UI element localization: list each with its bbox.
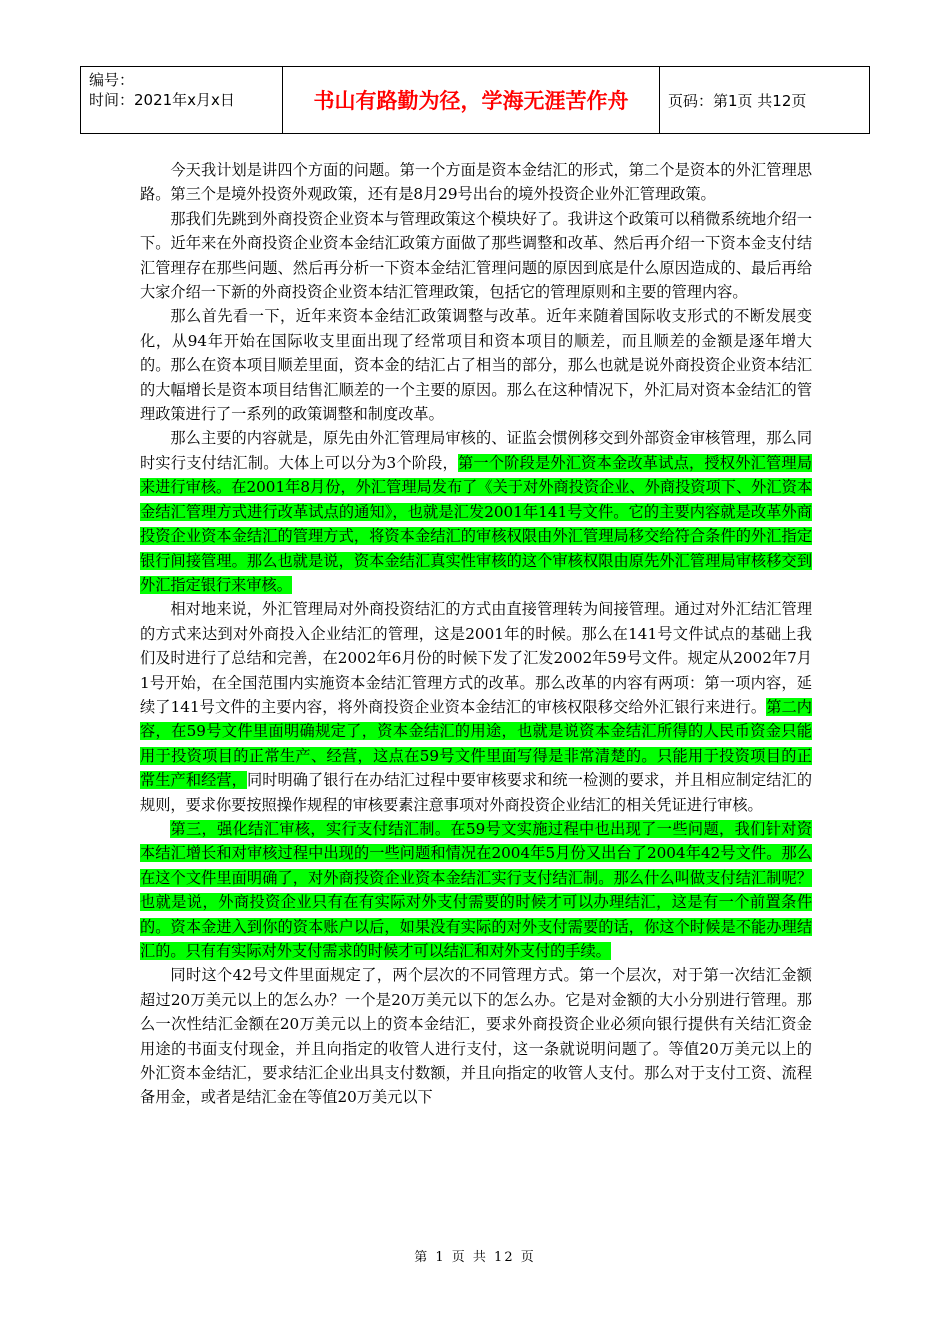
text-segment: 那我们先跳到外商投资企业资本与管理政策这个模块好了。我讲这个政策可以稍微系统地介绍一下。近年来在外商投资企业资本金结汇政策方面做了那些调整和改革、然后再介绍一下资本金支付结汇管理存在那些问题、然后再分析一下资本金结汇管理问题的原因到底是什么原因造成的、最后再给大家介绍一下新的外商投资企业资本结汇管理政策，包括它的管理原则和主要的管理内容。 [140,209,812,302]
paragraph [140,963,812,1109]
document-time-label: 时间：2021年x月x日 [89,91,235,109]
header-table [80,66,870,134]
document-number-label: 编号： [89,71,135,89]
paragraph [140,158,812,207]
paragraph [140,597,812,817]
header-left-cell [81,67,283,133]
header-motto: 书山有路勤为径，学海无涯苦作舟 [283,67,660,133]
text-segment: 相对地来说，外汇管理局对外商投资结汇的方式由直接管理转为间接管理。通过对外汇结汇管理的方式来达到对外商投入企业结汇的管理，这是2001年的时候。那么在141号文件试点的基础上我们及时进行了总结和完善，在2002年6月份的时候下发了汇发2002年59号文件。规定从2002年7月1号开始，在全国范围内实施资本金结汇管理方式的改革。那么改革的内容有两项：第一项内容，延续了141号文件的主要内容，将外商投资企业资本金结汇的审核权限移交给外汇银行来进行。 [140,600,812,716]
highlighted-text-segment: 第二内容，在59号文件里面明确规定了，资本金结汇的用途，也就是说资本金结汇所得的人民币资金只能用于投资项目的正常生产、经营，这点在59号文件里面写得是非常清楚的。只能用于投资项目的正常生产和经营， [140,697,812,790]
header-page-info: 页码：第1页 共12页 [668,91,807,110]
document-body [140,158,812,1110]
paragraph [140,304,812,426]
text-segment: 今天我计划是讲四个方面的问题。第一个方面是资本金结汇的形式，第二个是资本的外汇管理思路。第三个是境外投资外观政策，还有是8月29号出台的境外投资企业外汇管理政策。 [140,161,812,204]
highlighted-text-segment: 第三，强化结汇审核，实行支付结汇制。在59号文实施过程中也出现了一些问题，我们针对资本结汇增长和对审核过程中出现的一些问题和情况在2004年5月份又出台了2004年42号文件。那么在这个文件里面明确了，对外商投资企业资本金结汇实行支付结汇制。那么什么叫做支付结汇制呢？也就是说，外商投资企业只有在有实际对外支付需要的时候才可以办理结汇，这是有一个前置条件的。资本金进入到你的资本账户以后，如果没有实际的对外支付需要的话，你这个时候是不能办理结汇的。只有有实际对外支付需求的时候才可以结汇和对外支付的手续。 [140,819,812,960]
paragraph [140,817,812,963]
text-segment: 那么主要的内容就是，原先由外汇管理局审核的、证监会惯例移交到外部资金审核管理，那么同时实行支付结汇制。大体上可以分为3个阶段， [140,429,812,472]
text-segment: 同时这个42号文件里面规定了，两个层次的不同管理方式。第一个层次，对于第一次结汇金额超过20万美元以上的怎么办？一个是20万美元以下的怎么办。它是对金额的大小分别进行管理。那么一次性结汇金额在20万美元以上的资本金结汇，要求外商投资企业必须向银行提供有关结汇资金用途的书面支付现金，并且向指定的收管人进行支付，这一条就说明问题了。等值20万美元以上的外汇资本金结汇，要求结汇企业出具支付数额，并且向指定的收管人支付。那么对于支付工资、流程备用金，或者是结汇金在等值20万美元以下 [140,966,812,1107]
highlighted-text-segment: 第一个阶段是外汇资本金改革试点，授权外汇管理局来进行审核。在2001年8月份，外汇管理局发布了《关于对外商投资企业、外商投资项下、外汇资本金结汇管理方式进行改革试点的通知》，也就是汇发2001年141号文件。它的主要内容就是改革外商投资企业资本金结汇的管理方式，将资本金结汇的审核权限由外汇管理局移交给符合条件的外汇指定银行间接管理。那么也就是说，资本金结汇真实性审核的这个审核权限由原先外汇管理局审核移交到外汇指定银行来审核。 [140,453,813,594]
text-segment: 那么首先看一下，近年来资本金结汇政策调整与改革。近年来随着国际收支形式的不断发展变化，从94年开始在国际收支里面出现了经常项目和资本项目的顺差，而且顺差的金额是逐年增大的。那么在资本项目顺差里面，资本金的结汇占了相当的部分，那么也就是说外商投资企业资本结汇的大幅增长是资本项目结售汇顺差的一个主要的原因。那么在这种情况下，外汇局对资本金结汇的管理政策进行了一系列的政策调整和制度改革。 [140,307,812,424]
paragraph [140,207,812,305]
text-segment: 同时明确了银行在办结汇过程中要审核要求和统一检测的要求，并且相应制定结汇的规则，要求你要按照操作规程的审核要素注意事项对外商投资企业结汇的相关凭证进行审核。 [140,771,813,814]
paragraph [140,426,812,597]
page-footer: 第 1 页 共 12 页 [414,1250,536,1265]
